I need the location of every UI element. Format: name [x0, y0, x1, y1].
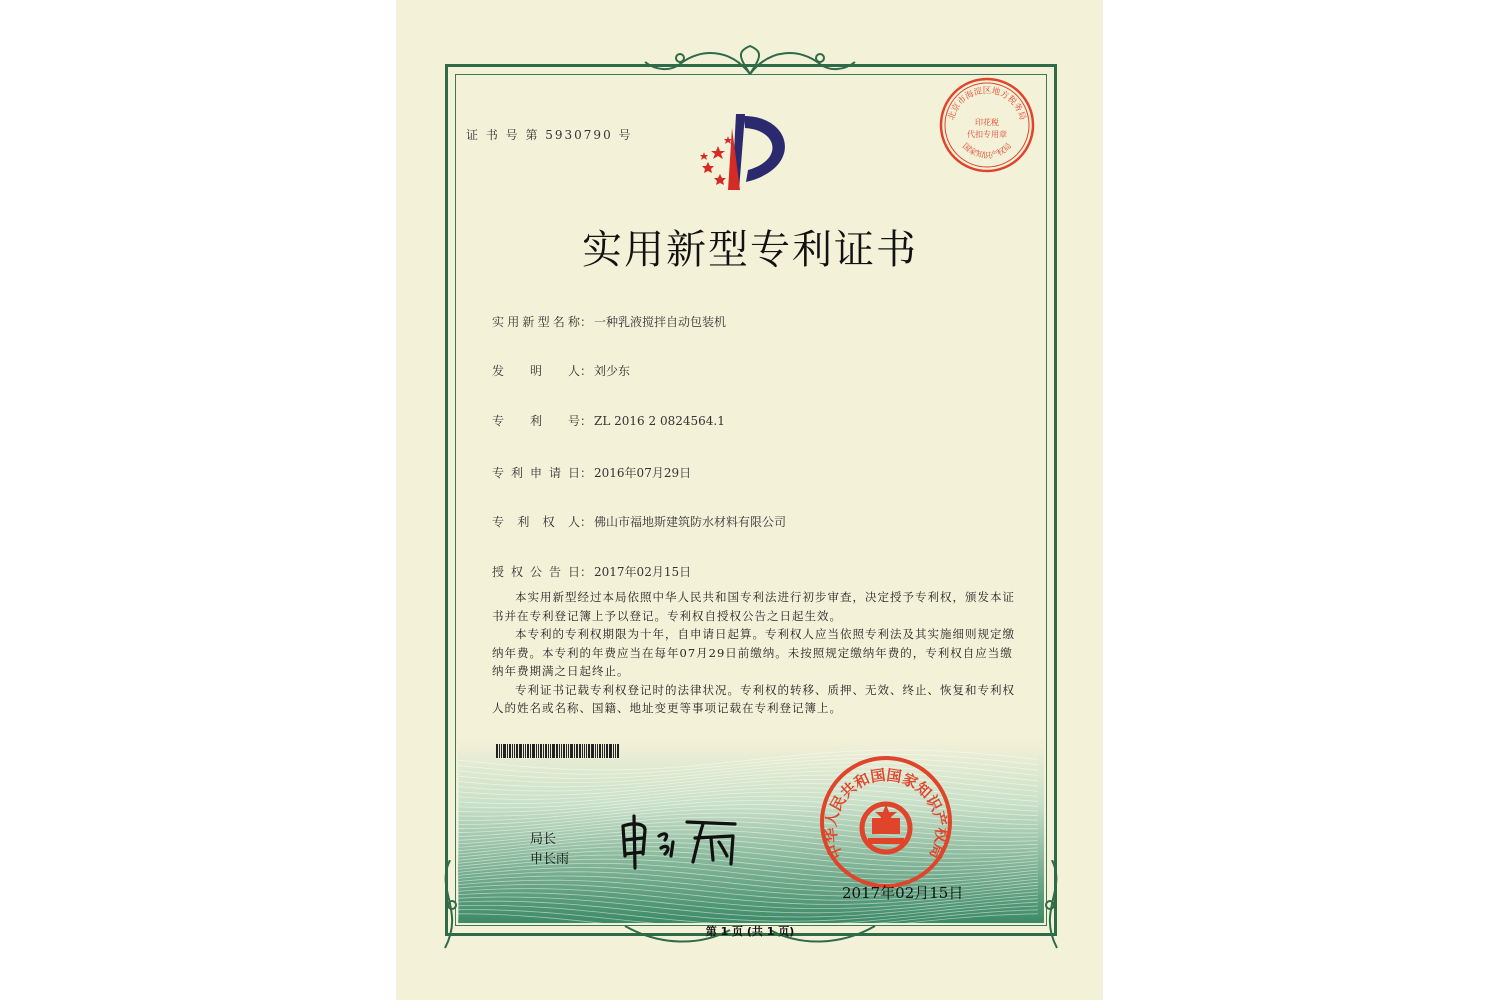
- national-emblem-icon: [862, 804, 910, 852]
- barcode-bar: [509, 744, 511, 758]
- field-value: 刘少东: [594, 364, 631, 378]
- field-label: 专利号: [492, 414, 580, 428]
- director-name: 申长雨: [530, 852, 570, 867]
- barcode-bar: [538, 744, 539, 758]
- svg-text:国家知识产权局: [961, 141, 1013, 160]
- field-label: 专利申请日: [492, 466, 580, 480]
- barcode-bar: [536, 744, 537, 758]
- barcode-bar: [519, 744, 522, 758]
- barcode-bar: [550, 744, 551, 758]
- field-value: 2016年07月29日: [594, 466, 692, 480]
- barcode-bar: [525, 744, 526, 758]
- barcode-bar: [523, 744, 524, 758]
- barcode-bar: [527, 744, 529, 758]
- barcode-bar: [570, 744, 573, 758]
- barcode-bar: [530, 744, 531, 758]
- barcode-bar: [552, 744, 555, 758]
- paragraph: 专利证书记载专利权登记时的法律状况。专利权的转移、质押、无效、终止、恢复和专利权人的姓名或名称、国籍、地址变更等事项记载在专利登记簿上。: [492, 682, 1015, 715]
- paragraph: 本专利的专利权期限为十年，自申请日起算。专利权人应当依照专利法及其实施细则规定缴纳年费。本专利的年费应当在每年07月29日前缴纳。未按照规定缴纳年费的，专利权自应当缴纳年费期满之日起终止。: [492, 627, 1015, 678]
- barcode-bar: [563, 744, 565, 758]
- certificate-number: 证 书 号 第 5930790 号: [466, 128, 633, 142]
- barcode-bar: [559, 744, 560, 758]
- field-utility-model-name: 实用新型名称： 一种乳液搅拌自动包装机: [492, 315, 727, 329]
- field-patent-number: 专利号： ZL 2016 2 0824564.1: [492, 414, 725, 428]
- barcode-bar: [591, 744, 594, 758]
- barcode-bar: [543, 744, 544, 758]
- barcode-bar: [501, 744, 502, 758]
- barcode-bar: [582, 744, 583, 758]
- barcode-bar: [540, 744, 542, 758]
- barcode-bar: [595, 744, 596, 758]
- barcode-bar: [602, 744, 603, 758]
- barcode-bar: [514, 744, 515, 758]
- barcode-bar: [496, 744, 498, 758]
- field-value: 一种乳液搅拌自动包装机: [594, 315, 727, 329]
- top-ornament: [640, 44, 860, 84]
- barcode-bar: [512, 744, 513, 758]
- seal-middle-text-2: 代扣专用章: [967, 130, 1007, 139]
- barcode-bar: [604, 744, 605, 758]
- barcode-bar: [556, 744, 558, 758]
- barcode-bar: [597, 744, 598, 758]
- barcode-bar: [507, 744, 508, 758]
- field-grant-date: 授权公告日： 2017年02月15日: [492, 565, 692, 579]
- certificate-body-text: [492, 588, 1022, 718]
- barcode-bar: [499, 744, 500, 758]
- field-value: ZL 2016 2 0824564.1: [594, 414, 725, 428]
- seal-middle-text-1: 印花税: [975, 118, 999, 127]
- seal-top-text: 北京市海淀区地方税务局: [946, 86, 1028, 122]
- barcode-bar: [532, 744, 535, 758]
- field-inventor: 发明人： 刘少东: [492, 364, 631, 378]
- tax-stamp-seal: [937, 75, 1037, 175]
- barcode-bar: [588, 744, 590, 758]
- seal-bottom-text: 国家知识产权局: [960, 141, 1014, 160]
- barcode-bar: [576, 744, 578, 758]
- field-label: 发明人: [492, 364, 580, 378]
- field-patentee: 专利权人： 佛山市福地斯建筑防水材料有限公司: [492, 515, 787, 529]
- director-title: 局长: [530, 832, 557, 847]
- inner-border: [455, 74, 1047, 926]
- field-label: 实用新型名称: [492, 315, 580, 329]
- field-label: 授权公告日: [492, 565, 580, 579]
- barcode: [496, 744, 619, 758]
- barcode-bar: [613, 744, 614, 758]
- barcode-bar: [516, 744, 518, 758]
- barcode-bar: [599, 744, 601, 758]
- official-seal: [818, 754, 954, 890]
- barcode-bar: [609, 744, 612, 758]
- field-application-date: 专利申请日： 2016年07月29日: [492, 466, 692, 480]
- barcode-bar: [615, 744, 616, 758]
- barcode-bar: [574, 744, 575, 758]
- director-block: [530, 830, 569, 870]
- barcode-bar: [561, 744, 562, 758]
- page-number: 第 1 页 (共 1 页): [705, 925, 795, 938]
- director-signature: [615, 812, 755, 872]
- barcode-bar: [584, 744, 585, 758]
- seal-arc-text: 中华人民共和国国家知识产权局: [821, 765, 951, 862]
- certificate-title: 实用新型专利证书: [582, 227, 918, 273]
- barcode-bar: [579, 744, 581, 758]
- barcode-bar: [606, 744, 608, 758]
- barcode-bar: [545, 744, 547, 758]
- cnipa-logo-icon: [692, 108, 802, 194]
- barcode-bar: [586, 744, 587, 758]
- barcode-bar: [566, 744, 567, 758]
- field-value: 佛山市福地斯建筑防水材料有限公司: [594, 515, 787, 529]
- field-value: 2017年02月15日: [594, 565, 692, 579]
- barcode-bar: [503, 744, 506, 758]
- paragraph: 本实用新型经过本局依照中华人民共和国专利法进行初步审查，决定授予专利权，颁发本证书并在专利登记簿上予以登记。专利权自授权公告之日起生效。: [492, 590, 1015, 623]
- barcode-bar: [568, 744, 569, 758]
- barcode-bar: [548, 744, 549, 758]
- barcode-bar: [617, 744, 619, 758]
- issue-date: 2017年02月15日: [842, 884, 964, 902]
- field-label: 专利权人: [492, 515, 580, 529]
